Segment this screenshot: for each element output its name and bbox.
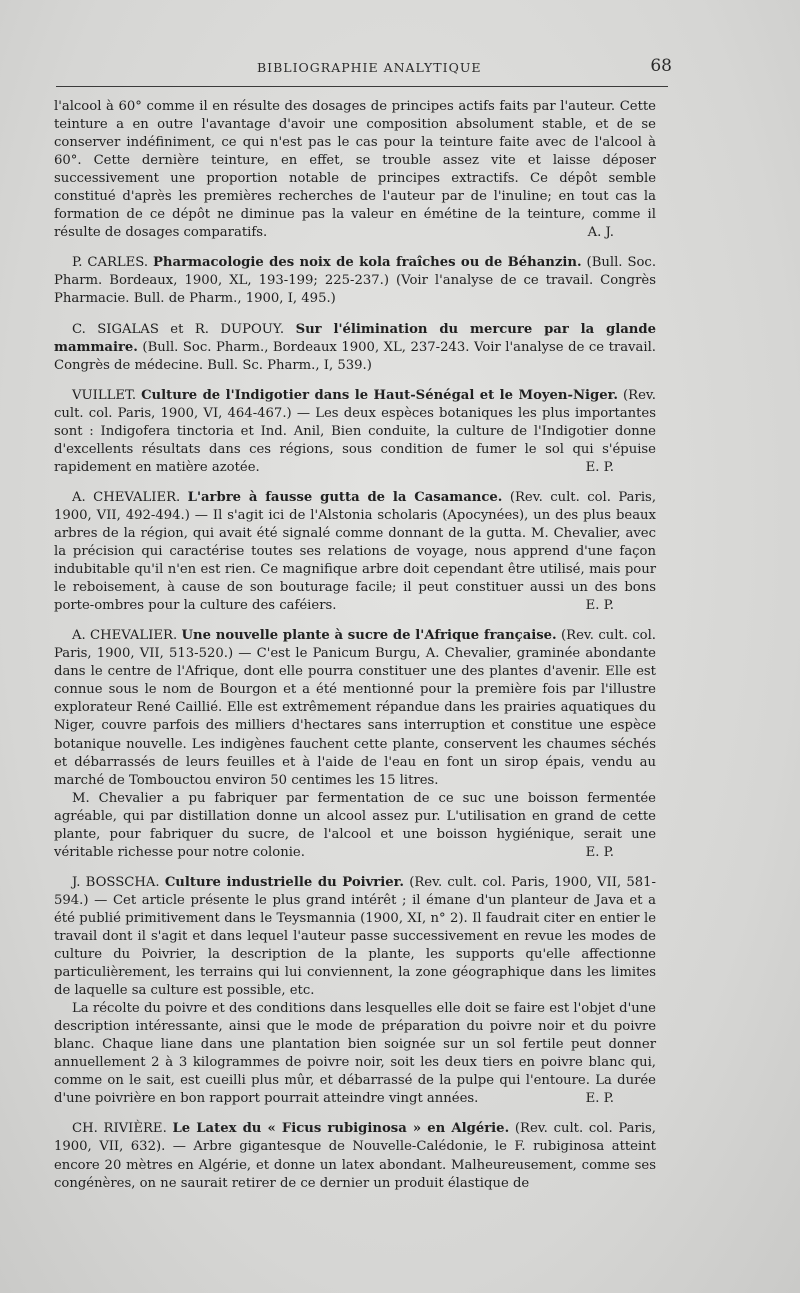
entry-source: (Rev. cult. col. Paris, 1900, VII, 513-520.) [54,628,656,662]
entry-signature: A. J. [587,225,614,241]
entry-text: — Cet article présente le plus grand intérêt ; il émane d'un planteur de Java et a été publié primitivement dans le Teysmannia (1900, XI, n° 2). Il faudrait citer en entier le travail dont il s'agit et dans lequel l'auteur passe successivement en revue les modes de culture du Poivrier, la description de la plante, les supports qu'elle affectionne particulièrement, les terrains qui lui conviennent, la zone géographique dans les limites de laquelle sa culture est possible, etc. [54,892,656,999]
page-number: 68 [650,56,672,76]
entry-bosscha [54,874,656,1109]
entry-author: J. BOSSCHA. [72,874,160,890]
entry-text: l'alcool à 60° comme il en résulte des dosages de principes actifs faits par l'auteur. Cette teinture a en outre l'avantage d'avoir une composition absolument stable, et de se conserver indéfiniment, ce qui n'est pas le cas pour la teinture faite avec de l'alcool à 60°. Cette dernière teinture, en effet, se trouble assez vite et laisse déposer successivement une proportion notable de principes extractifs. Ce dépôt semble constitué d'après les premières recherches de l'auteur par de l'inuline; en tout cas la formation de ce dépôt ne diminue pas la valeur en émétine de la teinture, comme il résulte de dosages comparatifs. [54,99,656,241]
entry-author: VUILLET. [72,387,137,403]
entry-chevalier-gutta [54,489,656,615]
entry-source: (Rev. cult. col. Paris, 1900, VII, 581-594.) [54,874,656,908]
entry-signature: E. P. [585,598,614,614]
entry-source: (Rev. cult. col. Paris, 1900, VI, 464-467.) [54,387,656,421]
entry-text: — C'est le Panicum Burgu, A. Chevalier, graminée abondante dans le centre de l'Afrique, dont elle pourra constituer une des plantes d'avenir. Elle est connue sous le nom de Bourgon et a été mentionné pour la première fois par l'illustre explorateur René Caillié. Elle est extrêmement répandue dans les prairies aquatiques du Niger, couvre parfois des milliers d'hectares sans interruption et constitue une espèce botanique nouvelle. Les indigènes fauchent cette plante, conservent les chaumes séchés et débarrassés de leurs feuilles et à l'aide de l'eau en font un sirop épais, vendu au marché de Tombouctou environ 50 centimes les 15 litres. [54,646,656,788]
entry-source: (Bull. Soc. Pharm., Bordeaux 1900, XL, 237-243. Voir l'analyse de ce travail. Congrès de médecine. Bull. Sc. Pharm., I, 539.) [54,339,656,373]
entry-title: Sur l'élimination du mercure par la glande mammaire. [54,321,656,355]
entry-chevalier-sucre [54,627,656,862]
entry-source: (Rev. cult. col. Paris, 1900, VII, 492-494.) [54,489,657,523]
entry-text: — Il s'agit ici de l'Alstonia scholaris (Apocynées), un des plus beaux arbres de la région, qui avait été signalé comme donnant de la gutta. M. Chevalier, avec la précision qui caractérise toutes ses relations de voyage, nous apprend d'une façon indubitable qu'il n'en est rien. Ce magnifique arbre doit cependant être utilisé, mais pour le reboisement, à cause de son bouturage facile; il peut constituer aussi un des bons porte-ombres pour la culture des caféiers. [54,507,656,614]
entry-intro [54,98,656,242]
entry-text: — Les deux espèces botaniques les plus importantes sont : Indigofera tinctoria et Ind. Anil, Bien conduite, la culture de l'Indigotier donne d'excellents résultats dans ces régions, sous condition de fumer le sol qui s'épuise rapidement en matière azotée. [54,405,656,475]
entry-signature: E. P. [585,459,614,475]
entry-title: Pharmacologie des noix de kola fraîches ou de Béhanzin. [153,255,582,271]
document-body [54,98,656,1193]
entry-title: Culture de l'Indigotier dans le Haut-Sénégal et le Moyen-Niger. [141,387,618,403]
entry-title: L'arbre à fausse gutta de la Casamance. [187,489,503,505]
entry-riviere [54,1120,656,1192]
entry-author: C. SIGALAS et R. DUPOUY. [72,321,285,337]
entry-title: Culture industrielle du Poivrier. [164,874,404,890]
running-title: BIBLIOGRAPHIE ANALYTIQUE [257,60,482,75]
entry-sigalas [54,321,656,375]
entry-source: (Rev. cult. col. Paris, 1900, VII, 632). [54,1121,656,1155]
entry-author: A. CHEVALIER. [72,628,178,644]
entry-text-continued: La récolte du poivre et des conditions dans lesquelles elle doit se faire est l'objet d'une description intéressante, ainsi que le mode de préparation du poivre noir et du poivre blanc. Chaque liane dans une plantation bien soignée sur un sol fertile peut donner annuellement 2 à 3 kilogrammes de poivre noir, soit les deux tiers en poivre blanc qui, comme on le sait, est cueilli plus mûr, et débarrassé de la pulpe qui l'entoure. La durée d'une poivrière en bon rapport pourrait atteindre vingt années. [54,1001,656,1107]
entry-author: CH. RIVIÈRE. [72,1121,167,1137]
entry-text: — Arbre gigantesque de Nouvelle-Calédonie, le F. rubiginosa atteint encore 20 mètres en Algérie, et donne un latex abondant. Malheureusement, comme ses congénères, on ne saurait retirer de ce dernier un produit élastique de [54,1139,656,1191]
entry-title: Une nouvelle plante à sucre de l'Afrique française. [181,628,557,644]
entry-author: P. CARLES. [72,255,149,271]
entry-carles [54,254,656,308]
header-rule [56,86,668,87]
entry-signature: E. P. [585,1091,614,1107]
entry-text-continued: M. Chevalier a pu fabriquer par fermentation de ce suc une boisson fermentée agréable, qui par distillation donne un alcool assez pur. L'utilisation en grand de cette plante, pour fabriquer du sucre, de l'alcool et une boisson hygiénique, serait une véritable richesse pour notre colonie. [54,790,656,860]
entry-title: Le Latex du « Ficus rubiginosa » en Algérie. [172,1121,510,1137]
entry-vuillet [54,387,656,477]
entry-signature: E. P. [585,844,614,860]
entry-source: (Bull. Soc. Pharm. Bordeaux, 1900, XL, 193-199; 225-237.) (Voir l'analyse de ce travail. Congrès Pharmacie. Bull. de Pharm., 1900, I, 495.) [54,255,657,307]
page-header [52,56,672,80]
entry-author: A. CHEVALIER. [72,489,181,505]
